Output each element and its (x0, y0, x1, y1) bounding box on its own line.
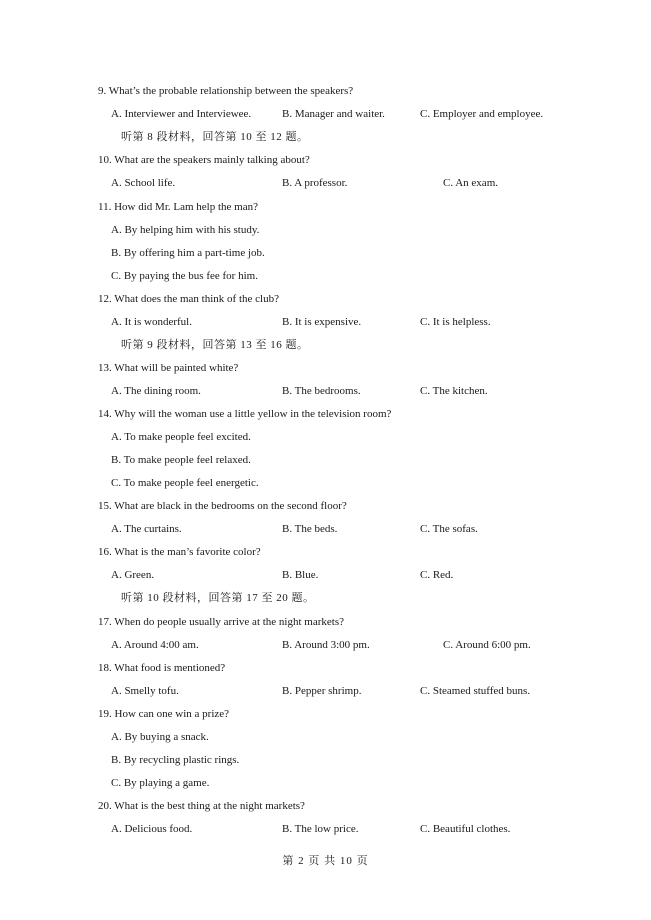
option-10a: A. School life. (111, 177, 176, 189)
option-11a: A. By helping him with his study. (111, 224, 260, 236)
option-20a: A. Delicious food. (111, 823, 193, 835)
option-15b: B. The beds. (282, 523, 338, 535)
section-heading-10: 听第 10 段材料，回答第 17 至 20 题。 (121, 592, 315, 604)
question-11: 11. How did Mr. Lam help the man? (98, 201, 258, 213)
option-9a: A. Interviewer and Interviewee. (111, 108, 252, 120)
option-17a: A. Around 4:00 am. (111, 639, 199, 651)
option-19c: C. By playing a game. (111, 777, 210, 789)
option-16b: B. Blue. (282, 569, 319, 581)
page-footer: 第 2 页 共 10 页 (282, 855, 369, 867)
option-18c: C. Steamed stuffed buns. (420, 685, 531, 697)
question-14: 14. Why will the woman use a little yellow in the television room? (98, 408, 392, 420)
option-16c: C. Red. (420, 569, 454, 581)
option-13b: B. The bedrooms. (282, 385, 361, 397)
option-14b: B. To make people feel relaxed. (111, 454, 251, 466)
question-13: 13. What will be painted white? (98, 362, 239, 374)
option-12b: B. It is expensive. (282, 316, 362, 328)
question-18: 18. What food is mentioned? (98, 662, 226, 674)
option-20b: B. The low price. (282, 823, 359, 835)
option-18a: A. Smelly tofu. (111, 685, 179, 697)
option-10b: B. A professor. (282, 177, 348, 189)
option-14c: C. To make people feel energetic. (111, 477, 259, 489)
question-12: 12. What does the man think of the club? (98, 293, 279, 305)
option-19a: A. By buying a snack. (111, 731, 209, 743)
question-9: 9. What’s the probable relationship between the speakers? (98, 85, 354, 97)
option-12c: C. It is helpless. (420, 316, 491, 328)
question-15: 15. What are black in the bedrooms on the second floor? (98, 500, 347, 512)
option-15c: C. The sofas. (420, 523, 478, 535)
question-17: 17. When do people usually arrive at the night markets? (98, 616, 345, 628)
option-20c: C. Beautiful clothes. (420, 823, 511, 835)
question-19: 19. How can one win a prize? (98, 708, 230, 720)
option-13a: A. The dining room. (111, 385, 201, 397)
option-14a: A. To make people feel excited. (111, 431, 251, 443)
option-17b: B. Around 3:00 pm. (282, 639, 370, 651)
question-10: 10. What are the speakers mainly talking about? (98, 154, 310, 166)
section-heading-8: 听第 8 段材料，回答第 10 至 12 题。 (121, 131, 309, 143)
option-10c: C. An exam. (443, 177, 498, 189)
option-15a: A. The curtains. (111, 523, 182, 535)
section-heading-9: 听第 9 段材料，回答第 13 至 16 题。 (121, 339, 309, 351)
option-9b: B. Manager and waiter. (282, 108, 385, 120)
option-19b: B. By recycling plastic rings. (111, 754, 240, 766)
question-16: 16. What is the man’s favorite color? (98, 546, 261, 558)
option-17c: C. Around 6:00 pm. (443, 639, 531, 651)
option-18b: B. Pepper shrimp. (282, 685, 362, 697)
option-12a: A. It is wonderful. (111, 316, 192, 328)
option-9c: C. Employer and employee. (420, 108, 544, 120)
option-13c: C. The kitchen. (420, 385, 488, 397)
question-20: 20. What is the best thing at the night markets? (98, 800, 305, 812)
option-16a: A. Green. (111, 569, 155, 581)
option-11b: B. By offering him a part-time job. (111, 247, 265, 259)
option-11c: C. By paying the bus fee for him. (111, 270, 258, 282)
